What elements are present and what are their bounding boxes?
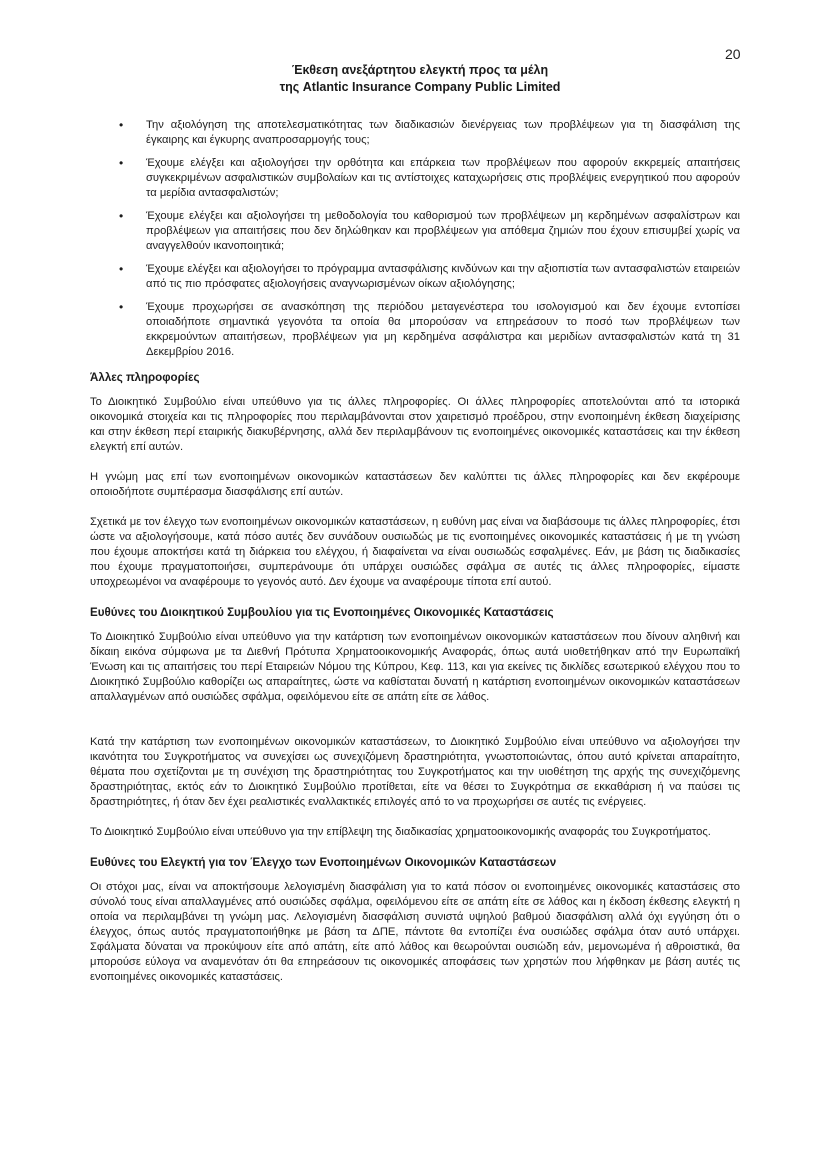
list-item: • Έχουμε προχωρήσει σε ανασκόπηση της περιόδου μεταγενέστερα του ισολογισμού και δεν έχουμε εντοπίσει οποιαδήποτε σημαντικά γεγονότα τα οποία θα μπορούσαν να επηρεάσουν το ποσό των προβλέψεων των εκκρεμούντων απαιτήσεων, προβλέψεων για μη κερδημένα ασφάλιστρα και μεριδίων αντασφαλιστών κατά τη 31 Δεκεμβρίου 2016. [90,300,740,360]
list-item: • Έχουμε ελέγξει και αξιολογήσει την ορθότητα και επάρκεια των προβλέψεων που αφορούν εκκρεμείς απαιτήσεις συγκεκριμένων ασφαλιστικών συμβολαίων και τις αντίστοιχες καταχωρήσεις στις προβλέψεις ενεργητικού που αφορούν τα μερίδια αντασφαλιστών; [90,156,740,201]
paragraph: Η γνώμη μας επί των ενοποιημένων οικονομικών καταστάσεων δεν καλύπτει τις άλλες πληροφορίες και δεν εκφέρουμε οποιοδήποτε συμπέρασμα διασφάλισης επί αυτών. [90,471,740,498]
report-body [90,118,740,1000]
section-heading-other-information: Άλλες πληροφορίες [90,371,200,384]
header-line-2: της Atlantic Insurance Company Public Limited [279,80,561,94]
list-item: • Έχουμε ελέγξει και αξιολογήσει τη μεθοδολογία του καθορισμού των προβλέψεων μη κερδημένων ασφαλίστρων και προβλέψεων για απαιτήσεις που δεν δηλώθηκαν και προβλέψεων για απόθεμα ζημιών που έχουν επισυμβεί χωρίς να αναγγελθούν ικανοποιητικά; [90,209,740,254]
list-item: • Την αξιολόγηση της αποτελεσματικότητας των διαδικασιών διενέργειας των προβλέψεων για τη διασφάλιση της έγκαιρης και έγκυρης αναπροσαρμογής τους; [90,118,740,148]
report-header [150,62,690,96]
paragraph: Οι στόχοι μας, είναι να αποκτήσουμε λελογισμένη διασφάλιση για το κατά πόσον οι ενοποιημένες οικονομικές καταστάσεις στο σύνολό τους είναι απαλλαγμένες από ουσιώδες σφάλμα, οφειλόμενου είτε σε απάτη είτε σε λάθος και η έκδοση έκθεσης ελεγκτή η οποία να περιλαμβάνει τη γνώμη μας. Λελογισμένη διασφάλιση συνιστά υψηλού βαθμού διασφάλιση αλλά όχι εγγύηση ότι ο έλεγχος, όπως αυτός πραγματοποιήθηκε με βάση τα ΔΠΕ, πάντοτε θα εντοπίζει ένα ουσιώδες σφάλμα όταν αυτό υπάρχει. Σφάλματα δύναται να προκύψουν είτε από απάτη, είτε από λάθος και θεωρούνται ουσιώδη εάν, μεμονωμένα ή αθροιστικά, θα μπορούσε εύλογα να αναμενόταν ότι θα επηρεάσουν τις οικονομικές αποφάσεις των χρηστών που λήφθηκαν με βάση αυτές τις ενοποιημένες οικονομικές καταστάσεις. [90,881,740,983]
page-number: 20 [725,46,741,62]
list-item: • Έχουμε ελέγξει και αξιολογήσει το πρόγραμμα αντασφάλισης κινδύνων και την αξιοπιστία των αντασφαλιστών εταιρειών από τις πιο πρόσφατες αξιολογήσεις αναγνωρισμένων οίκων αξιολόγησης; [90,262,740,292]
paragraph: Κατά την κατάρτιση των ενοποιημένων οικονομικών καταστάσεων, το Διοικητικό Συμβούλιο είναι υπεύθυνο να αξιολογήσει την ικανότητα του Συγκροτήματος να συνεχίσει ως συνεχιζόμενη δραστηριότητα, γνωστοποιώντας, όπου αυτό κρίνεται απαραίτητο, θέματα που σχετίζονται με τη συνέχιση της δραστηριότητας του Συγκροτήματος και την υιοθέτηση της αρχής της συνεχιζόμενης δραστηριότητας, εκτός εάν το Διοικητικό Συμβούλιο προτίθεται, είτε να θέσει το Συγκρότημα σε εκκαθάριση ή να παύσει τις δραστηριότητες, ή όταν δεν έχει ρεαλιστικές εναλλακτικές επιλογές από το να προχωρήσει σε αυτές τις ενέργειες. [90,736,740,808]
audit-procedures-list [90,118,740,360]
paragraph: Το Διοικητικό Συμβούλιο είναι υπεύθυνο για την κατάρτιση των ενοποιημένων οικονομικών καταστάσεων που δίνουν αληθινή και δίκαιη εικόνα σύμφωνα με τα Διεθνή Πρότυπα Χρηματοοικονομικής Αναφοράς, όπως αυτά υιοθετήθηκαν από την Ευρωπαϊκή Ένωση και τις απαιτήσεις του περί Εταιρειών Νόμου της Κύπρου, Κεφ. 113, και για εκείνες τις δικλίδες εσωτερικού ελέγχου που το Διοικητικό Συμβούλιο καθορίζει ως απαραίτητες, ώστε να καθίσταται δυνατή η κατάρτιση ενοποιημένων οικονομικών καταστάσεων απαλλαγμένων από ουσιώδες σφάλμα, οφειλόμενου είτε σε απάτη είτε σε λάθος. [90,631,740,703]
paragraph: Το Διοικητικό Συμβούλιο είναι υπεύθυνο για τις άλλες πληροφορίες. Οι άλλες πληροφορίες αποτελούνται από τα ιστορικά οικονομικά στοιχεία και τις πληροφορίες που περιλαμβάνονται στον χαιρετισμό προέδρου, στην ενοποιημένη έκθεση διαχείρισης και στην έκθεση περί εταιρικής διακυβέρνησης, αλλά δεν περιλαμβάνουν τις ενοποιημένες οικονομικές καταστάσεις και την έκθεση ελεγκτή επί αυτών. [90,396,740,453]
paragraph: Το Διοικητικό Συμβούλιο είναι υπεύθυνο για την επίβλεψη της διαδικασίας χρηματοοικονομικής αναφοράς του Συγκροτήματος. [90,826,711,838]
section-heading-board-responsibilities: Ευθύνες του Διοικητικού Συμβουλίου για τις Ενοποιημένες Οικονομικές Καταστάσεις [90,606,554,619]
paragraph: Σχετικά με τον έλεγχο των ενοποιημένων οικονομικών καταστάσεων, η ευθύνη μας είναι να διαβάσουμε τις άλλες πληροφορίες, έτσι ώστε να αξιολογήσουμε, κατά πόσο αυτές δεν συνάδουν ουσιωδώς με τις ενοποιημένες οικονομικές καταστάσεις ή με τη γνώση που έχουμε αποκτήσει κατά τη διάρκεια του ελέγχου, ή διαφαίνεται να είναι ουσιωδώς εσφαλμένες. Εάν, με βάση τις διαδικασίες που έχουμε πραγματοποιήσει, συμπεράνουμε ότι υπάρχει ουσιώδες σφάλμα σε αυτές τις άλλες πληροφορίες, είμαστε υποχρεωμένοι να αναφέρουμε το γεγονός αυτό. Δεν έχουμε να αναφέρουμε τίποτα επί αυτού. [90,516,740,588]
header-line-1: Έκθεση ανεξάρτητου ελεγκτή προς τα μέλη [291,63,549,77]
section-heading-auditor-responsibilities: Ευθύνες του Ελεγκτή για τον Έλεγχο των Ενοποιημένων Οικονομικών Καταστάσεων [90,856,557,869]
